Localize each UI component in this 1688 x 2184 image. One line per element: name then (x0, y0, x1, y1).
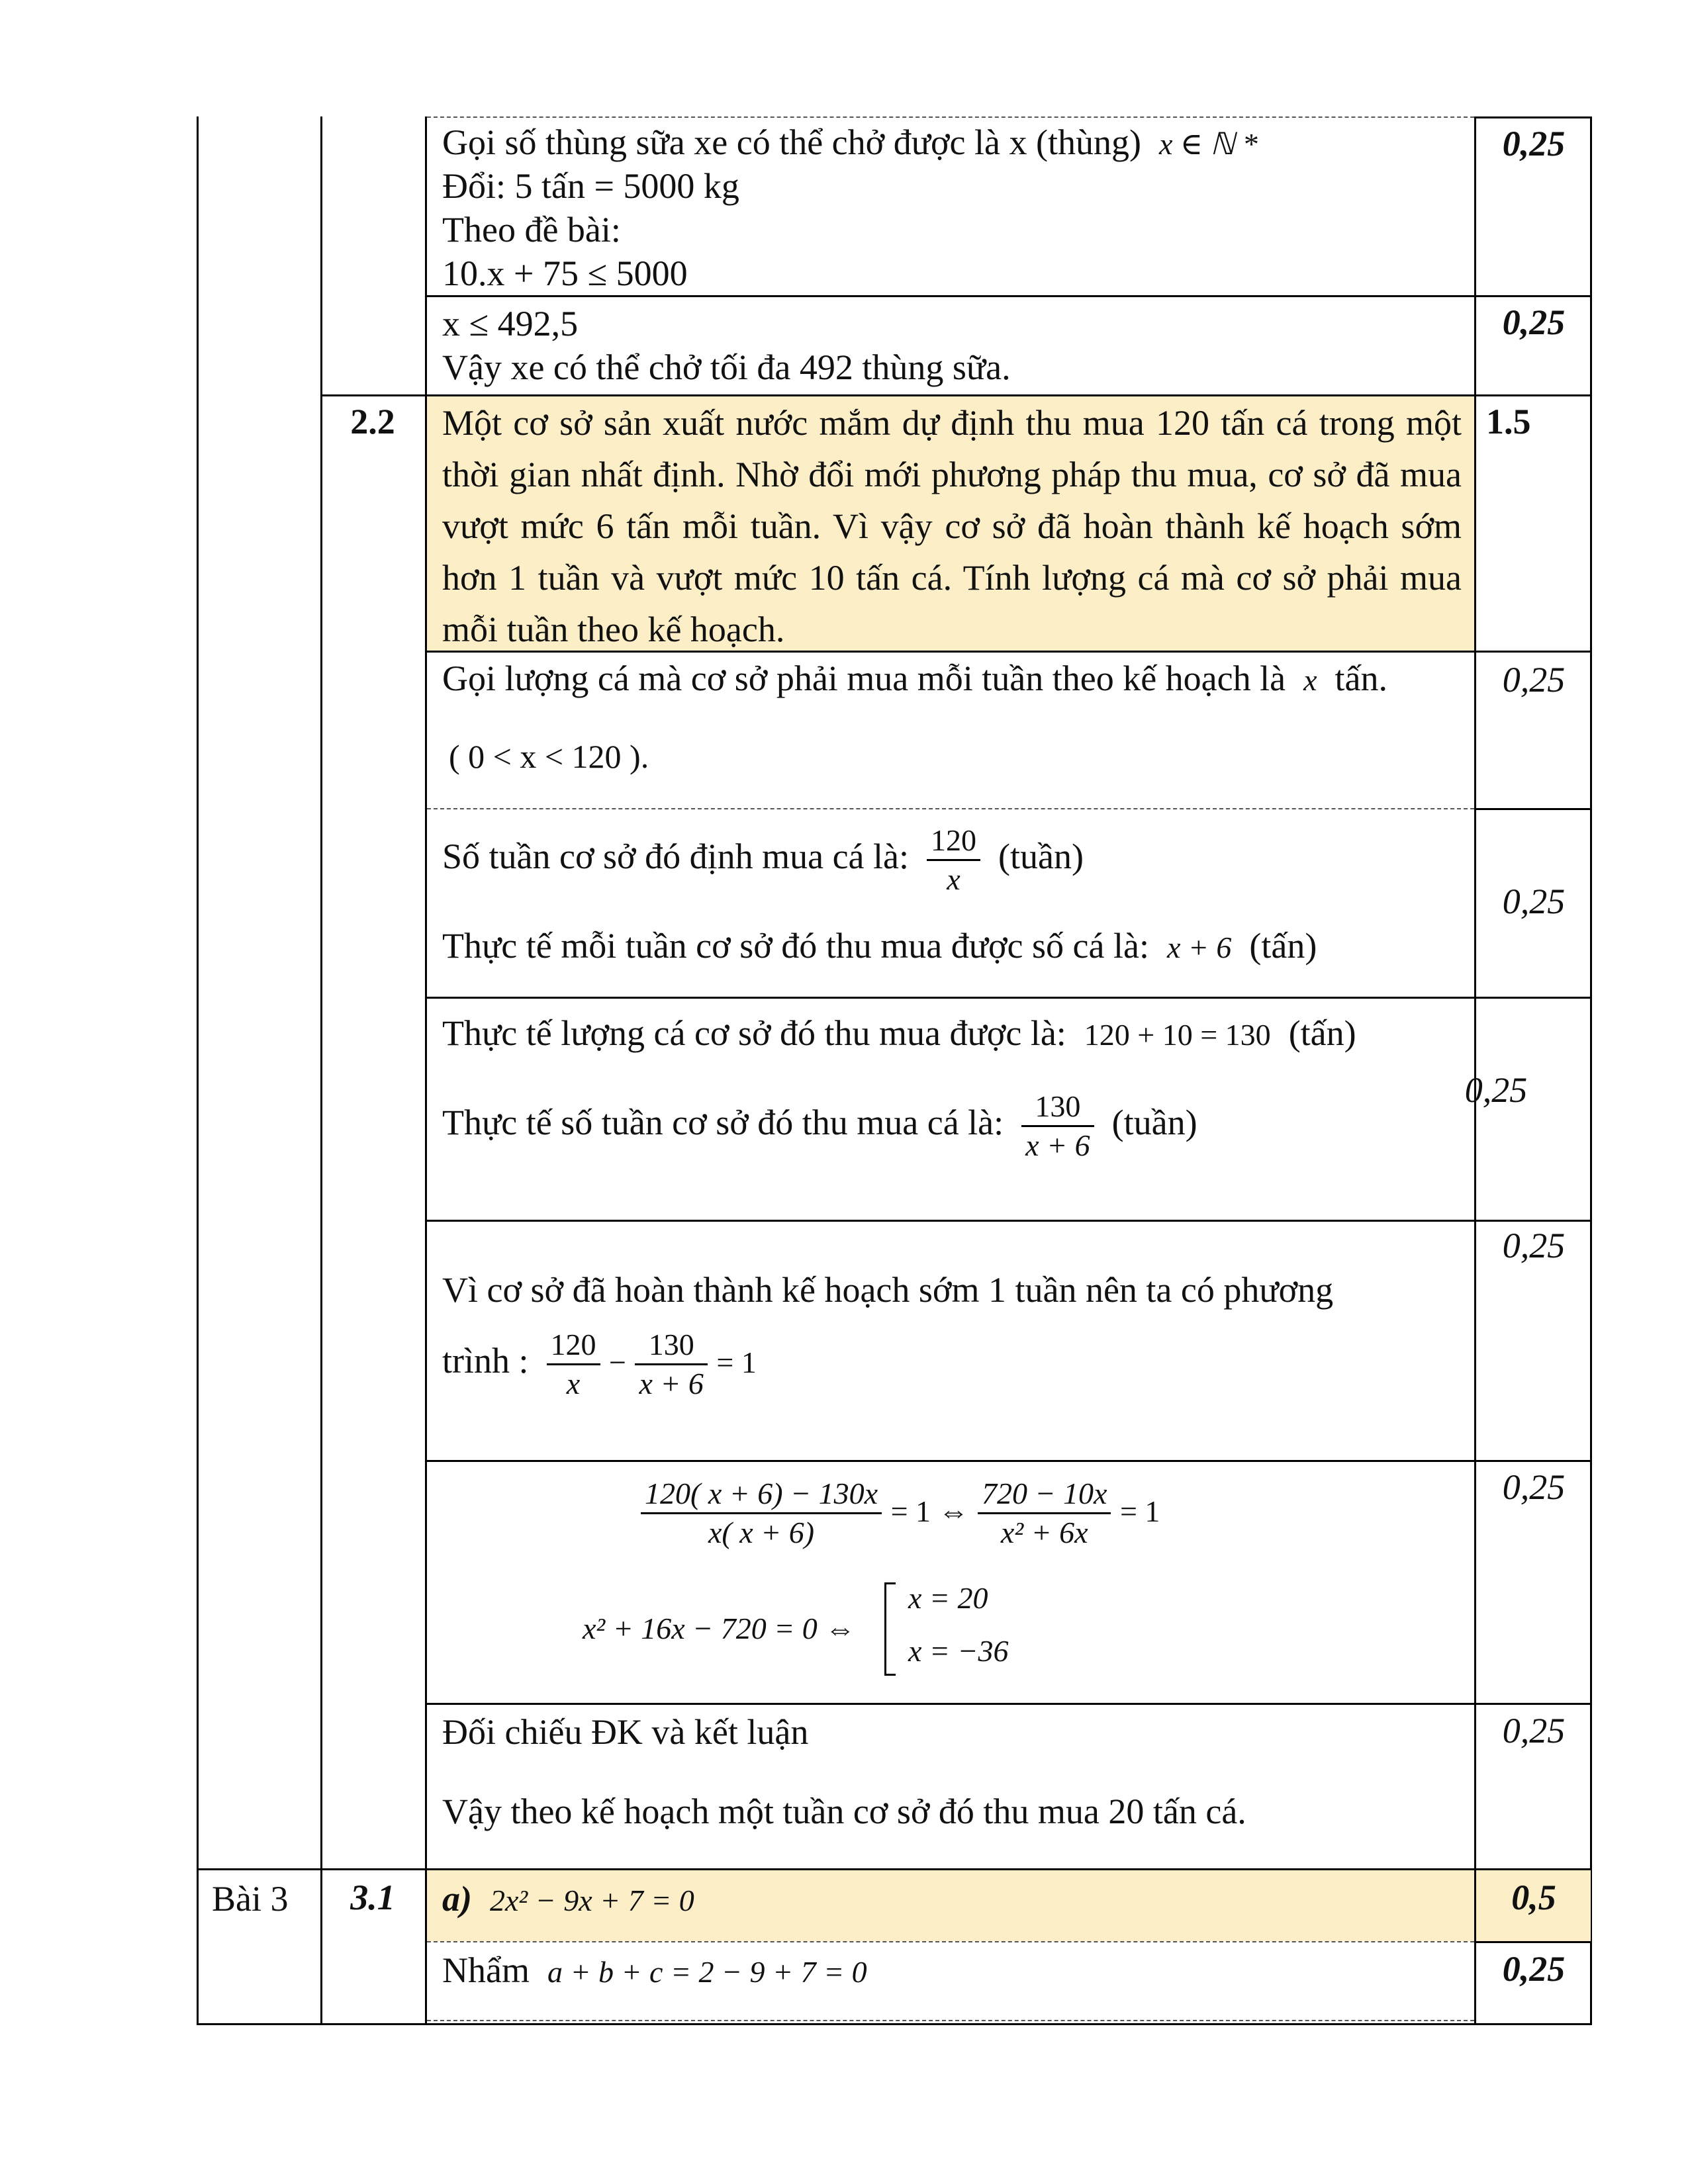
r2-score: 0,25 (1502, 302, 1566, 342)
r8-bracket (884, 1582, 896, 1676)
r3-score: 1.5 (1486, 402, 1531, 441)
r10-bai-label: Bài 3 (212, 1879, 289, 1919)
row-sep-6 (425, 1220, 1592, 1222)
r11-score: 0,25 (1502, 1949, 1566, 1989)
row-sep-2 (320, 394, 1592, 396)
r10-equation: a) 2x² − 9x + 7 = 0 (442, 1879, 694, 1919)
r8-score: 0,25 (1502, 1467, 1566, 1507)
answer-table (197, 116, 1592, 2025)
r2-line1: x ≤ 492,5 (442, 304, 579, 343)
row-sep-1 (425, 295, 1592, 297)
r10-score: 0,5 (1511, 1878, 1556, 1917)
r7-line1: Vì cơ sở đã hoàn thành kế hoạch sớm 1 tuần nên ta có phương (442, 1270, 1334, 1310)
r9-line1: Đối chiếu ĐK và kết luận (442, 1712, 809, 1752)
r9-score: 0,25 (1502, 1711, 1566, 1751)
r6-line1: Thực tế lượng cá cơ sở đó thu mua được là: 120 + 10 = 130 (tấn) (442, 1013, 1356, 1053)
r3-problem-text: Một cơ sở sản xuất nước mắm dự định thu mua 120 tấn cá trong một thời gian nhất định. Nhờ đổi mới phương pháp thu mua, cơ sở đã mua vượt mức 6 tấn mỗi tuần. Vì vậy cơ sở đã hoàn thành kế hoạch sớm hơn 1 tuần và vượt mức 10 tấn cá. Tính lượng cá mà cơ sở phải mua mỗi tuần theo kế hoạch. (442, 403, 1462, 649)
r7-fraction-2: $\frac{130}{x + 6}$ (635, 1328, 707, 1401)
col-line-2 (425, 116, 427, 2023)
r1-score: 0,25 (1502, 124, 1566, 163)
row-sep-4 (427, 808, 1474, 809)
r8-equation-1: $\frac{120( x + 6) - 130x}{x( x + 6)}$ = 1 ⇔ $\frac{720 - 10x}{\text{x² + 6x}}$ = 1 (641, 1467, 1160, 1555)
r8-solution-1: x = 20 (908, 1581, 988, 1615)
r5-line2: Thực tế mỗi tuần cơ sở đó thu mua được số cá là: x + 6 (tấn) (442, 926, 1317, 966)
row-sep-5 (425, 997, 1592, 999)
row-sep-10b (1474, 1941, 1592, 1943)
r1-line2: Đổi: 5 tấn = 5000 kg (442, 166, 739, 206)
r1-line4: 10.x + 75 ≤ 5000 (442, 253, 688, 293)
r5-fraction: $\frac{120}{x}$ (927, 823, 980, 897)
r10-number: 3.1 (350, 1878, 395, 1917)
row-sep-4b (1474, 808, 1592, 810)
r5-score: 0,25 (1502, 882, 1566, 921)
r8-fraction-2: $\frac{720 - 10x}{\text{x² + 6x}}$ (978, 1477, 1111, 1550)
r4-score: 0,25 (1502, 660, 1566, 700)
top-dashed-line (427, 116, 1474, 118)
r8-solution-2: x = −36 (908, 1634, 1009, 1668)
bottom-dashed-line (427, 2020, 1474, 2021)
r6-score: 0,25 (1464, 1070, 1528, 1110)
r8-fraction-1: $\frac{120( x + 6) - 130x}{x( x + 6)}$ (641, 1477, 882, 1550)
row-sep-10 (427, 1941, 1474, 1942)
r4-line1: Gọi lượng cá mà cơ sở phải mua mỗi tuần theo kế hoạch là x tấn. (442, 659, 1387, 698)
r6-line2: Thực tế số tuần cơ sở đó thu mua cá là: $\frac{130}{x + 6}$ (tuần) (442, 1089, 1197, 1163)
r1-line1: Gọi số thùng sữa xe có thể chở được là x (thùng) x ∈ ℕ * (442, 122, 1258, 162)
r2-line2: Vậy xe có thể chở tối đa 492 thùng sữa. (442, 347, 1011, 387)
top-score-line (1474, 116, 1592, 118)
r9-line2: Vậy theo kế hoạch một tuần cơ sở đó thu mua 20 tấn cá. (442, 1792, 1246, 1831)
row-sep-7 (425, 1460, 1592, 1462)
r7-fraction-1: $\frac{120}{x}$ (547, 1328, 600, 1401)
r8-equation-2: x² + 16x − 720 = 0 ⇔ (583, 1612, 856, 1645)
row-sep-8 (425, 1703, 1592, 1705)
row-sep-9 (199, 1868, 1592, 1870)
r3-number: 2.2 (350, 402, 395, 441)
r4-condition: ( 0 < x < 120 ). (449, 738, 649, 775)
r7-score: 0,25 (1502, 1226, 1566, 1265)
r11-line1: Nhẩm a + b + c = 2 − 9 + 7 = 0 (442, 1950, 867, 1990)
r7-line2: trình : $\frac{120}{x}$ − $\frac{130}{x + 6}$ = 1 (442, 1328, 757, 1401)
r6-fraction: $\frac{130}{x + 6}$ (1021, 1089, 1094, 1163)
r1-line3: Theo đề bài: (442, 210, 621, 250)
r5-line1: Số tuần cơ sở đó định mua cá là: $\frac{120}{x}$ (tuần) (442, 823, 1084, 897)
